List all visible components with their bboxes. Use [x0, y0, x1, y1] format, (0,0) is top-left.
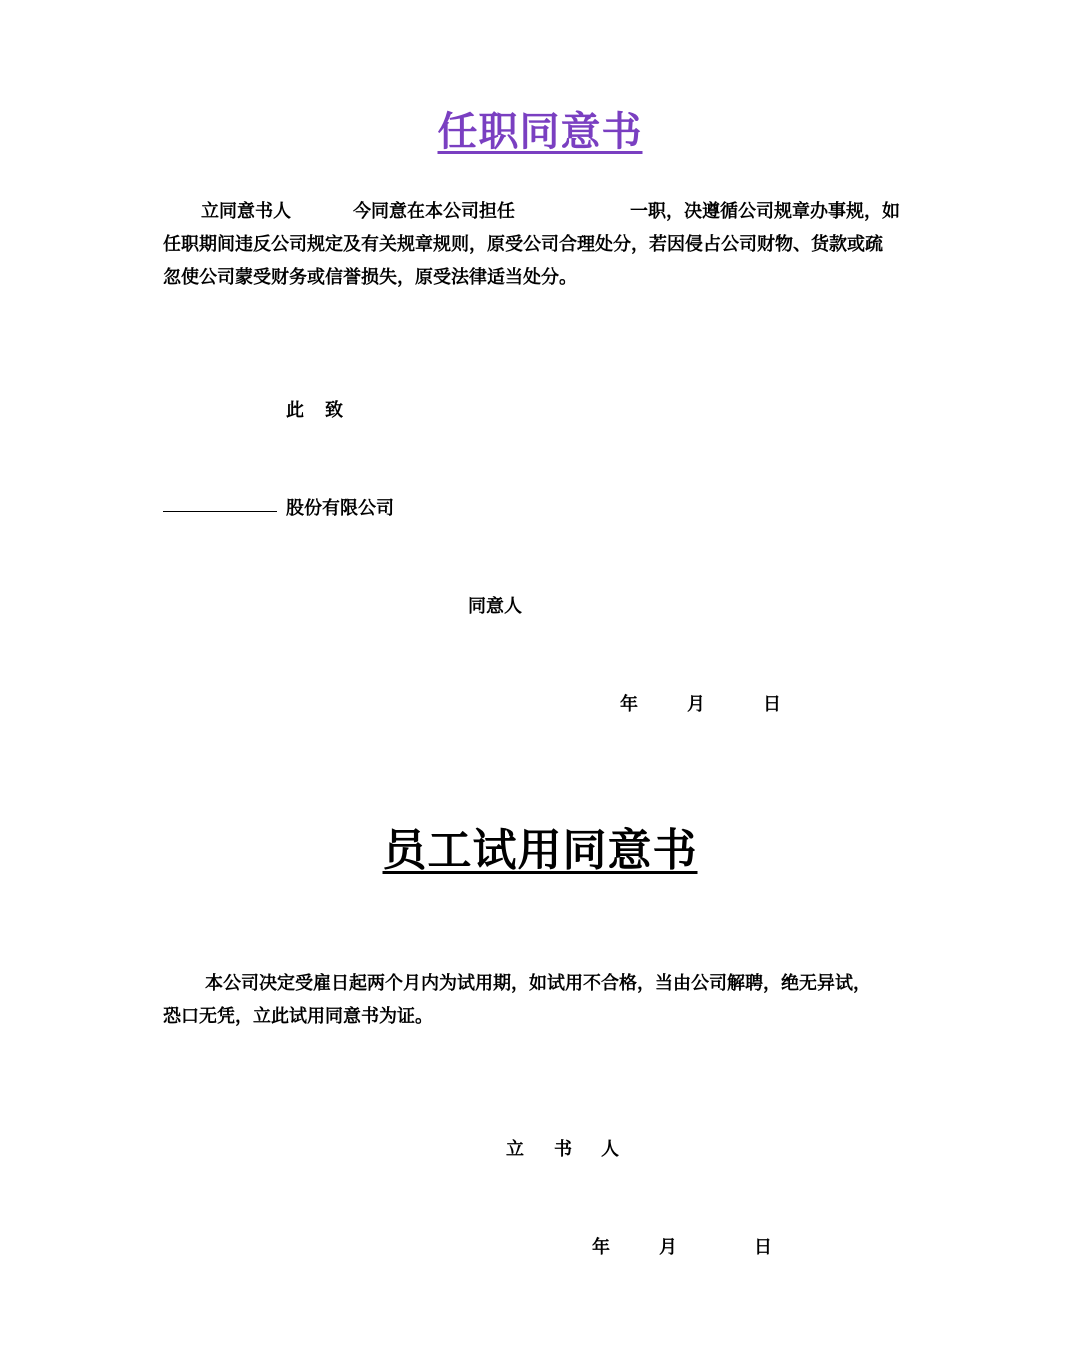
doc1-date-month: 月	[687, 694, 705, 715]
doc1-para-line1-b: 今同意在本公司担任	[353, 201, 515, 222]
doc2-date-day: 日	[754, 1237, 772, 1258]
doc2-title	[0, 814, 1080, 878]
doc1-para-line1-c: 一职，决遵循公司规章办事规，如	[630, 201, 900, 222]
doc2-signer-3: 人	[601, 1139, 619, 1160]
doc1-para-line3: 忽使公司蒙受财务或信誉损失，原受法律适当处分。	[163, 267, 577, 288]
doc1-title	[0, 100, 1080, 157]
doc2-signer-1: 立	[506, 1139, 524, 1160]
doc2-title-text: 员工试用同意书	[382, 825, 698, 876]
doc1-date-year: 年	[620, 694, 638, 715]
company-name-blank-line	[163, 511, 277, 512]
doc1-para-line2: 任职期间违反公司规定及有关规章规则，原受公司合理处分，若因侵占公司财物、货款或疏	[163, 234, 883, 255]
doc1-para-line1-a: 立同意书人	[201, 201, 291, 222]
doc1-date-day: 日	[763, 694, 781, 715]
doc1-salutation-2: 致	[325, 400, 343, 421]
doc1-title-text: 任职同意书	[437, 109, 643, 155]
doc1-company-suffix: 股份有限公司	[286, 498, 394, 519]
doc1-signer-label: 同意人	[468, 596, 522, 617]
doc2-para-line2: 恐口无凭，立此试用同意书为证。	[163, 1006, 433, 1027]
doc2-date-year: 年	[592, 1237, 610, 1258]
doc2-date-month: 月	[659, 1237, 677, 1258]
doc2-para-line1: 本公司决定受雇日起两个月内为试用期，如试用不合格，当由公司解聘，绝无异试，	[205, 973, 871, 994]
doc1-salutation-1: 此	[286, 400, 304, 421]
doc2-signer-2: 书	[554, 1139, 572, 1160]
